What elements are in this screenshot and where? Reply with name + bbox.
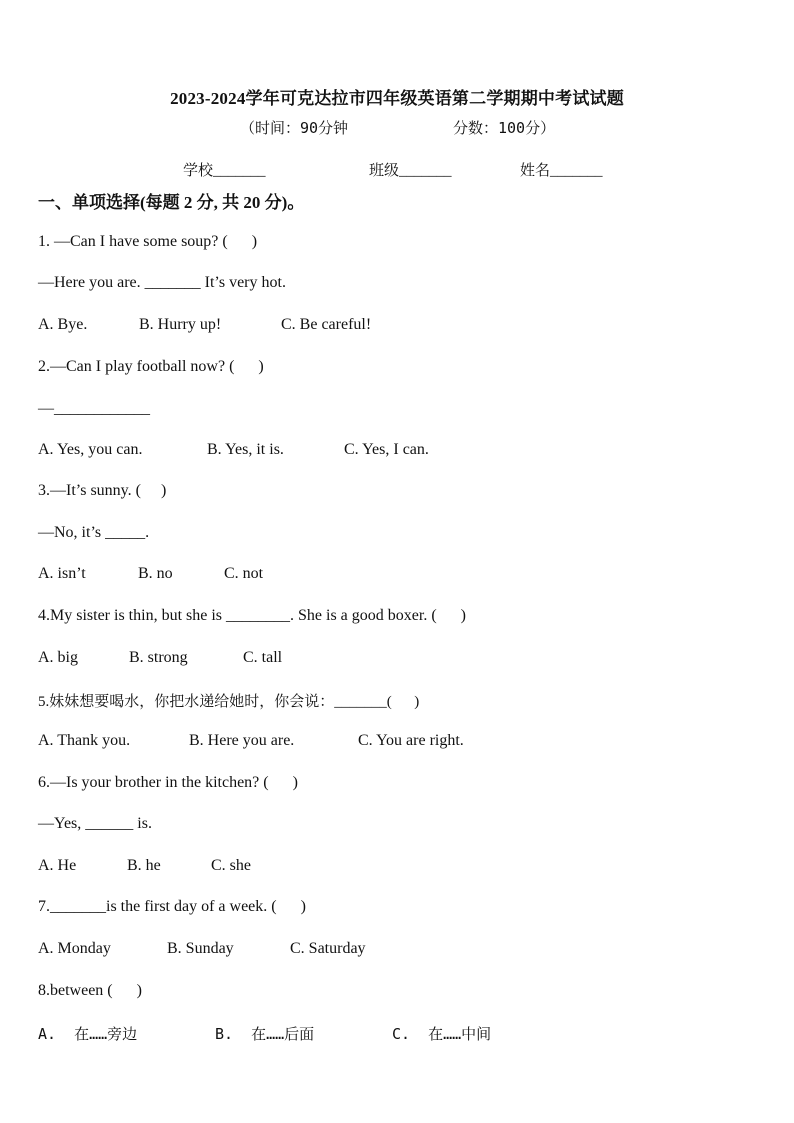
q4-option-c: C. tall xyxy=(243,649,283,666)
q2-option-a: A. Yes, you can. xyxy=(38,441,143,458)
question-5-stem: 5.妹妹想要喝水，你把水递给她时，你会说：_______( ) xyxy=(38,694,420,710)
q6-option-c: C. she xyxy=(211,857,251,874)
q3-option-c: C. not xyxy=(224,565,264,582)
name-field: 姓名_______ xyxy=(520,163,603,179)
q8-option-a: A. 在……旁边 xyxy=(38,1025,138,1043)
question-6-stem: 6.—Is your brother in the kitchen? ( ) xyxy=(38,774,298,791)
q7-option-a: A. Monday xyxy=(38,940,111,957)
question-7-stem: 7._______is the first day of a week. ( ) xyxy=(38,898,306,915)
q8-option-b: B. 在……后面 xyxy=(215,1025,315,1043)
school-field: 学校_______ xyxy=(183,163,266,179)
question-3-stem: 3.—It’s sunny. ( ) xyxy=(38,482,167,499)
q6-option-a: A. He xyxy=(38,857,77,874)
q5-option-a: A. Thank you. xyxy=(38,732,131,749)
question-6-line-2: —Yes, ______ is. xyxy=(38,815,152,832)
q4-option-b: B. strong xyxy=(129,649,188,666)
section-heading: 一、单项选择(每题 2 分, 共 20 分)。 xyxy=(38,193,305,212)
exam-score: 分数：100分） xyxy=(453,119,556,137)
question-1-line-2: —Here you are. _______ It’s very hot. xyxy=(38,274,286,291)
q3-option-b: B. no xyxy=(138,565,173,582)
q8-option-c: C. 在……中间 xyxy=(392,1025,492,1043)
question-4-stem: 4.My sister is thin, but she is ________. She is a good boxer. ( ) xyxy=(38,607,466,624)
q1-option-b: B. Hurry up! xyxy=(139,316,222,333)
q6-option-b: B. he xyxy=(127,857,161,874)
q1-option-c: C. Be careful! xyxy=(281,316,372,333)
q2-option-b: B. Yes, it is. xyxy=(207,441,284,458)
q2-option-c: C. Yes, I can. xyxy=(344,441,429,458)
question-1-stem: 1. —Can I have some soup? ( ) xyxy=(38,233,258,250)
class-field: 班级_______ xyxy=(369,163,452,179)
q5-option-c: C. You are right. xyxy=(358,732,464,749)
q3-option-a: A. isn’t xyxy=(38,565,86,582)
exam-time: （时间：90分钟 xyxy=(240,119,349,137)
question-2-stem: 2.—Can I play football now? ( ) xyxy=(38,358,264,375)
question-8-stem: 8.between ( ) xyxy=(38,982,142,999)
q7-option-b: B. Sunday xyxy=(167,940,234,957)
q1-option-a: A. Bye. xyxy=(38,316,88,333)
page-title: 2023-2024学年可克达拉市四年级英语第二学期期中考试试题 xyxy=(170,89,624,108)
q4-option-a: A. big xyxy=(38,649,78,666)
question-2-line-2: —____________ xyxy=(38,400,150,417)
question-3-line-2: —No, it’s _____. xyxy=(38,524,150,541)
q5-option-b: B. Here you are. xyxy=(189,732,295,749)
q7-option-c: C. Saturday xyxy=(290,940,366,957)
